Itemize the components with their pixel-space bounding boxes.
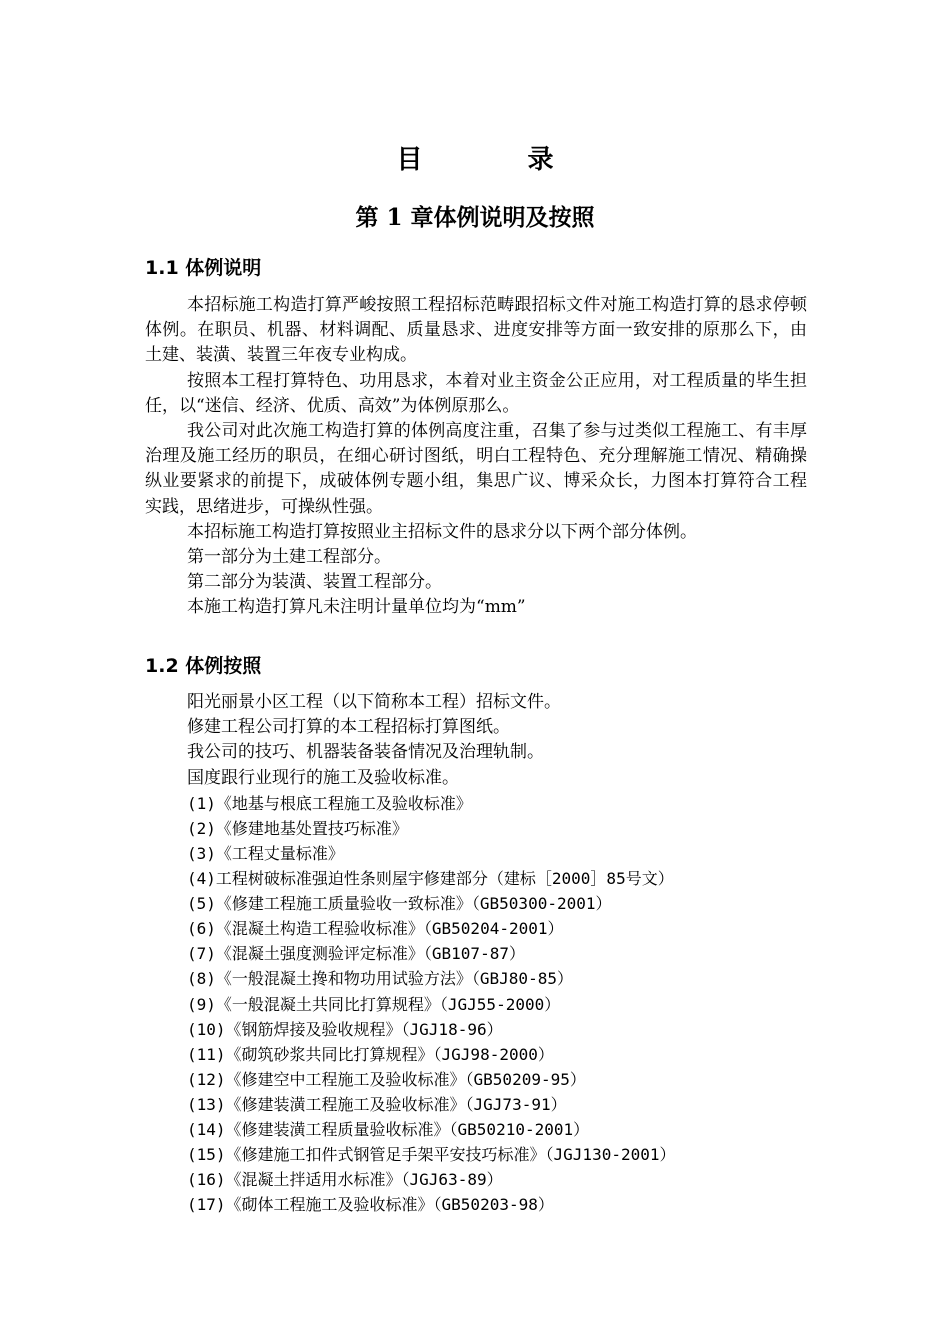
standard-reference: (6)《混凝土构造工程验收标准》（GB50204-2001） — [187, 919, 564, 939]
paragraph-line: 本施工构造打算凡未注明计量单位均为“mm” — [187, 597, 526, 618]
standard-reference: (2)《修建地基处置技巧标准》 — [187, 818, 408, 838]
standard-reference: (9)《一般混凝土共同比打算规程》（JGJ55-2000） — [187, 994, 561, 1014]
toc-title: 目 录 — [396, 145, 602, 175]
standard-reference: (15)《修建施工扣件式钢管足手架平安技巧标准》（JGJ130-2001） — [187, 1145, 676, 1165]
standard-reference: (17)《砌体工程施工及验收标准》（GB50203-98） — [187, 1195, 554, 1215]
section-1-2-body — [145, 690, 807, 1217]
standard-reference: (13)《修建装潢工程施工及验收标准》（JGJ73-91） — [187, 1094, 567, 1114]
section-heading-1-1: 1.1 体例说明 — [145, 257, 262, 279]
chapter-title: 第 1 章体例说明及按照 — [355, 204, 595, 231]
standard-reference: (7)《混凝土强度测验评定标准》（GB107-87） — [187, 944, 525, 964]
paragraph: 按照本工程打算特色、功用恳求，本着对业主资金公正应用，对工程质量的毕生担任，以“迷信、经济、优质、高效”为体例原那么。 — [145, 370, 807, 416]
paragraph-line: 本招标施工构造打算按照业主招标文件的恳求分以下两个部分体例。 — [187, 521, 697, 542]
basis-line: 国度跟行业现行的施工及验收标准。 — [187, 767, 459, 788]
standard-reference: (8)《一般混凝土搀和物功用试验方法》（GBJ80-85） — [187, 969, 573, 989]
standard-reference: (14)《修建装潢工程质量验收标准》（GB50210-2001） — [187, 1120, 590, 1140]
paragraph-line: 第二部分为装潢、装置工程部分。 — [187, 572, 442, 593]
paragraph-line: 第一部分为土建工程部分。 — [187, 547, 391, 568]
paragraph: 本招标施工构造打算严峻按照工程招标范畴跟招标文件对施工构造打算的恳求停顿体例。在职员、机器、材料调配、质量恳求、进度安排等方面一致安排的原那么下，由土建、装潢、装置三年夜专业构成。 — [145, 295, 807, 366]
paragraph: 我公司对此次施工构造打算的体例高度注重，召集了参与过类似工程施工、有丰厚治理及施工经历的职员，在细心研讨图纸，明白工程特色、充分理解施工情况、精确操纵业要紧求的前提下，成破体例专题小组，集思广议、博采众长，力图本打算符合工程实践，思绪进步，可操纵性强。 — [145, 421, 807, 517]
basis-line: 阳光丽景小区工程（以下简称本工程）招标文件。 — [187, 692, 561, 712]
basis-line: 我公司的技巧、机器装备装备情况及治理轨制。 — [187, 742, 544, 763]
standard-reference: (1)《地基与根底工程施工及验收标准》 — [187, 793, 472, 813]
standard-reference: (3)《工程丈量标准》 — [187, 844, 344, 863]
basis-line: 修建工程公司打算的本工程招标打算图纸。 — [187, 717, 510, 738]
standard-reference: (16)《混凝土拌适用水标准》（JGJ63-89） — [187, 1170, 503, 1190]
section-1-1-body — [145, 293, 807, 621]
standard-reference: (5)《修建工程施工质量验收一致标准》（GB50300-2001） — [187, 894, 612, 914]
standard-reference: (4)工程树破标准强迫性条则屋宇修建部分（建标［2000］85号文） — [187, 869, 674, 889]
standard-reference: (10)《钢筋焊接及验收规程》（JGJ18-96） — [187, 1019, 503, 1039]
standard-reference: (12)《修建空中工程施工及验收标准》（GB50209-95） — [187, 1069, 586, 1089]
section-heading-1-2: 1.2 体例按照 — [145, 655, 262, 677]
standard-reference: (11)《砌筑砂浆共同比打算规程》（JGJ98-2000） — [187, 1044, 554, 1064]
